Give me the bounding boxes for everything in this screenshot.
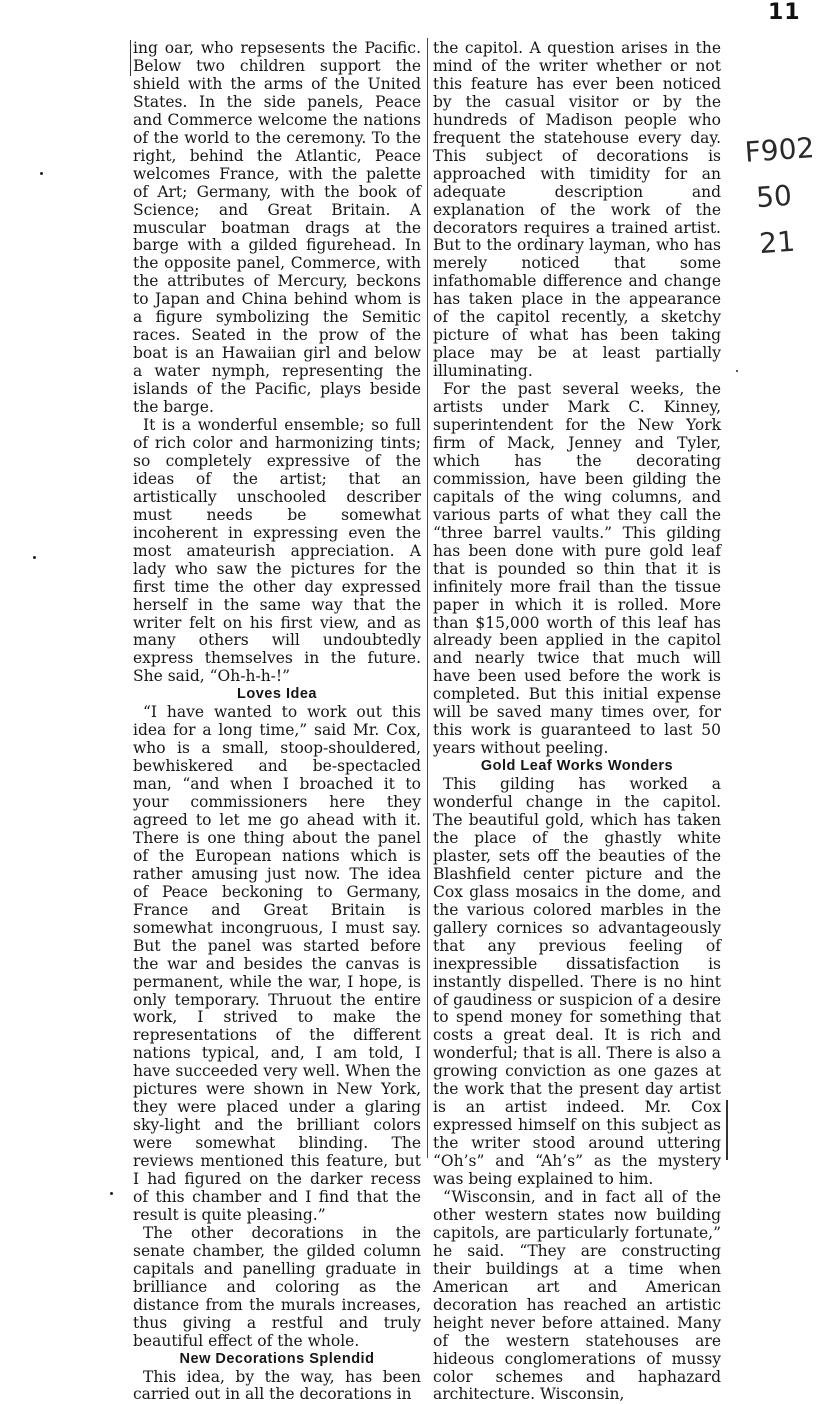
- col1-paragraph-4: The other decorations in the senate chamber, the gilded column capitals and panelling graduate in brilliance and coloring as the distance from the murals increases, thus giving a restful and truly beautiful effect of the whole.: [133, 1223, 421, 1350]
- col1-paragraph-5: This idea, by the way, has been carried out in all the decorations in: [133, 1367, 421, 1404]
- column-2-bracket: [726, 1100, 728, 1160]
- col2-paragraph-3: This gilding has worked a wonderful change in the capitol. The beautiful gold, which has taken the place of the ghastly white plaster, sets off the beauties of the Blashfield center picture and the Cox glass mosaics in the dome, and the various colored marbles in the gallery cornices so advantageously that any previous feeling of inexpressible dissatisfaction is instantly dispelled. There is no hint of gaudiness or suspicion of a desire to spend money for something that costs a great deal. It is rich and wonderful; that is all. There is also a growing conviction as one gazes at the work that the present day artist is an artist indeed. Mr. Cox expressed himself on this subject as the writer stood around uttering “Oh’s” and “Ah’s” as the mystery was being explained to him.: [433, 775, 721, 1189]
- page-number: 11: [768, 0, 801, 25]
- speck-3: [110, 1192, 113, 1195]
- handwritten-margin-note: [743, 126, 816, 267]
- col1-subheading-loves-idea: Loves Idea: [237, 686, 317, 703]
- speck-1: [40, 172, 43, 175]
- col1-paragraph-1: ing oar, who repsesents the Pacific. Below two children support the shield with the arms of the United States. In the side panels, Peace and Commerce welcome the nations of the world to the ceremony. To the right, behind the Atlantic, Peace welcomes France, with the palette of Art; Germany, with the book of Science; and Great Britain. A muscular boatman drags at the barge with a gilded figurehead. In the opposite panel, Commerce, with the attributes of Mercury, beckons to Japan and China behind whom is a figure symbolizing the Semitic races. Seated in the prow of the boat is an Hawaiian girl and below a water nymph, representing the islands of the Pacific, plays beside the barge.: [133, 39, 421, 417]
- margin-note-line-1: F902: [743, 131, 816, 169]
- col1-paragraph-2: It is a wonderful ensemble; so full of rich color and harmonizing tints; so completely expressive of the ideas of the artist; that an artistically unschooled describer must needs be somewhat incoherent in expressing even the most amateurish appreciation. A lady who saw the pictures for the first time the other day expressed herself in the same way that the writer felt on his first view, and as many others will undoubtedly express themselves in the future. She said, “Oh-h-h-!”: [133, 416, 421, 686]
- col1-paragraph-3: “I have wanted to work out this idea for a long time,” said Mr. Cox, who is a small, stoop-shouldered, bewhiskered and be-spectacled man, “and when I broached it to your commissioners here they agreed to let me go ahead with it. There is one thing about the panel of the European nations which is rather amusing just now. The idea of Peace beckoning to Germany, France and Great Britain is somewhat incongruous, I must say. But the panel was started before the war and besides the canvas is permanent, while the war, I hope, is only temporary. Thruout the entire work, I strived to make the representations of the different nations typical, and, I am told, I have succeeded very well. When the pictures were shown in New York, they were placed under a glaring sky-light and the brilliant colors were somewhat blinding. The reviews mentioned this feature, but I had figured on the darker recess of this chamber and I find that the result is quite pleasing.”: [133, 703, 421, 1224]
- column-divider: [427, 38, 428, 1158]
- column-1-bracket: [130, 40, 131, 76]
- speck-4: [736, 370, 738, 372]
- col2-paragraph-1: the capitol. A question arises in the mind of the writer whether or not this feature has ever been noticed by the casual visitor or by the hundreds of Madison people who frequent the statehouse every day. This subject of decorations is approached with timidity for an adequate description and explanation of the work of the decorators requires a trained artist. But to the ordinary layman, who has merely noticed that some infathomable difference and change has taken place in the appearance of the capitol recently, a sketchy picture of what has been taking place may be at least partially illuminating.: [433, 39, 721, 381]
- margin-note-line-3: 21: [758, 224, 797, 261]
- col2-paragraph-4: “Wisconsin, and in fact all of the other western states now building capitols, are particularly fortunate,” he said. “They are constructing their buildings at a time when American art and American decoration has reached an artistic height never before attained. Many of the western statehouses are hideous conglomerations of mussy color schemes and haphazard architecture. Wisconsin,: [433, 1188, 721, 1404]
- col2-paragraph-2: For the past several weeks, the artists under Mark C. Kinney, superintendent for the New York firm of Mack, Jenney and Tyler, which has the decorating commission, have been gilding the capitals of the wing columns, and various parts of what they call the “three barrel vaults.” This gilding has been done with pure gold leaf that is pounded so thin that it is infinitely more frail than the tissue paper in which it is rolled. More than $15,000 worth of this leaf has already been applied in the capitol and nearly twice that much will have been used before the work is completed. But this initial expense will be saved many times over, for this work is guaranteed to last 50 years without peeling.: [433, 380, 721, 758]
- margin-note-line-2: 50: [755, 178, 793, 215]
- col1-subheading-new-decorations: New Decorations Splendid: [179, 1350, 375, 1367]
- col2-subheading-gold-leaf: Gold Leaf Works Wonders: [480, 758, 674, 775]
- article-column-2: [433, 40, 721, 1404]
- article-column-1: [133, 40, 421, 1404]
- speck-2: [33, 556, 36, 559]
